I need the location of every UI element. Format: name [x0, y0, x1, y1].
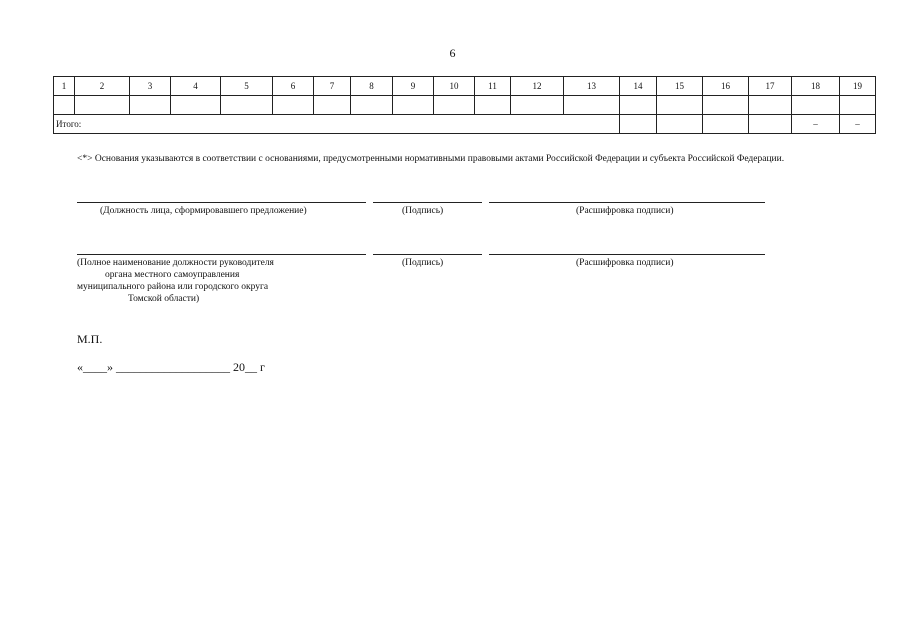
signature-caption: (Подпись): [402, 206, 444, 216]
total-label: Итого:: [54, 115, 620, 134]
table-cell: [221, 96, 273, 115]
column-number: 4: [171, 77, 221, 96]
total-cell: [703, 115, 749, 134]
column-number: 2: [75, 77, 130, 96]
column-number: 5: [221, 77, 273, 96]
column-number: 3: [130, 77, 171, 96]
column-number: 14: [620, 77, 657, 96]
table-row: [54, 96, 876, 115]
table-header-row: [54, 77, 876, 96]
position-line: [77, 202, 366, 203]
decoding-caption: (Расшифровка подписи): [576, 206, 674, 216]
column-number: 18: [792, 77, 840, 96]
data-table: [53, 76, 876, 134]
table-cell: [511, 96, 564, 115]
column-number: 10: [434, 77, 475, 96]
column-number: 16: [703, 77, 749, 96]
footnote: <*> Основания указываются в соответствии с основаниями, предусмотренными нормативными правовыми актами Российской Федерации и субъекта Российской Федерации.: [77, 154, 785, 164]
total-cell: –: [840, 115, 876, 134]
table-cell: [171, 96, 221, 115]
total-cell: [657, 115, 703, 134]
table-cell: [273, 96, 314, 115]
page-number: 6: [449, 46, 456, 60]
total-cell: [749, 115, 792, 134]
column-number: 13: [564, 77, 620, 96]
signature-line: [373, 254, 482, 255]
table-cell: [703, 96, 749, 115]
head-position-caption: (Полное наименование должности руководителя: [77, 258, 274, 268]
table-cell: [840, 96, 876, 115]
signature-caption: (Подпись): [402, 258, 444, 268]
table-cell: [749, 96, 792, 115]
total-cell: [620, 115, 657, 134]
head-position-caption: Томской области): [128, 294, 200, 304]
decoding-line: [489, 254, 765, 255]
table-cell: [620, 96, 657, 115]
total-row: [54, 115, 876, 134]
table-cell: [130, 96, 171, 115]
table-cell: [475, 96, 511, 115]
table-cell: [657, 96, 703, 115]
position-caption: (Должность лица, сформировавшего предложение): [100, 206, 307, 216]
signature-line: [373, 202, 482, 203]
table-cell: [393, 96, 434, 115]
head-position-caption: муниципального района или городского округа: [77, 282, 269, 292]
column-number: 19: [840, 77, 876, 96]
table-cell: [314, 96, 351, 115]
table-cell: [351, 96, 393, 115]
table-cell: [564, 96, 620, 115]
column-number: 17: [749, 77, 792, 96]
column-number: 9: [393, 77, 434, 96]
head-position-caption: органа местного самоуправления: [105, 270, 240, 280]
table-cell: [54, 96, 75, 115]
table-cell: [75, 96, 130, 115]
column-number: 6: [273, 77, 314, 96]
table-cell: [792, 96, 840, 115]
decoding-caption: (Расшифровка подписи): [576, 258, 674, 268]
column-number: 1: [54, 77, 75, 96]
column-number: 8: [351, 77, 393, 96]
column-number: 15: [657, 77, 703, 96]
stamp-label: М.П.: [77, 332, 103, 346]
column-number: 7: [314, 77, 351, 96]
column-number: 11: [475, 77, 511, 96]
date-line: «____» ___________________ 20__ г: [77, 360, 265, 374]
table-cell: [434, 96, 475, 115]
column-number: 12: [511, 77, 564, 96]
total-cell: –: [792, 115, 840, 134]
position-line: [77, 254, 366, 255]
decoding-line: [489, 202, 765, 203]
